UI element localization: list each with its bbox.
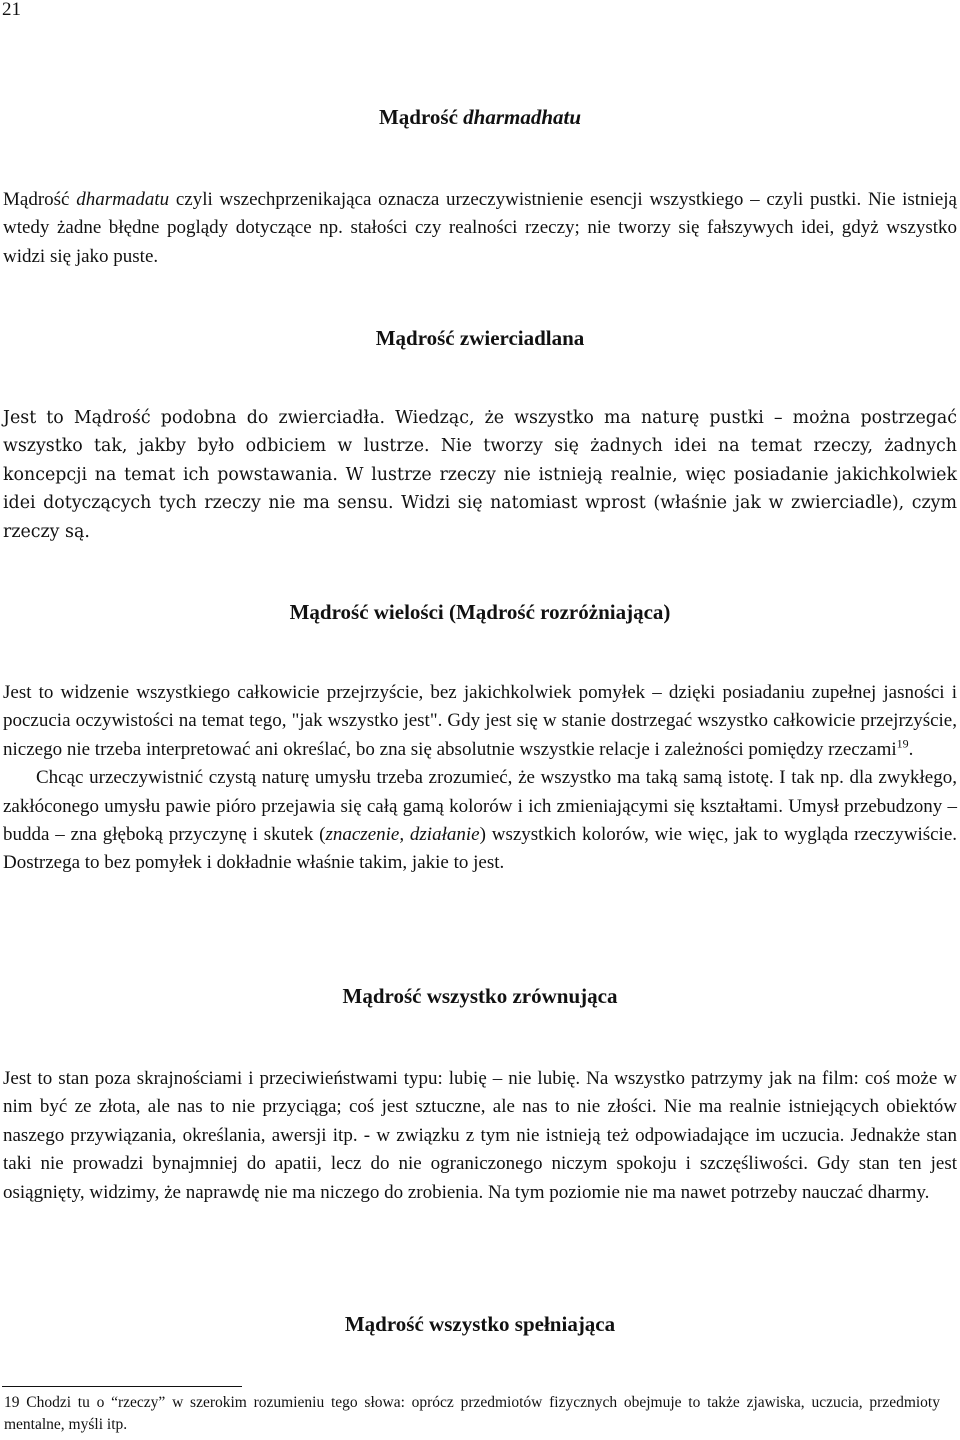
paragraph-text: Jest to widzenie wszystkiego całkowicie przejrzyście, bez jakichkolwiek pomyłek – dzięki posiadaniu zupełnej jasności i poczucia oczywistości na temat tego, "jak wszystko jest". Gdy jest się w stanie dostrzegać wszystko całkowicie przejrzyście, niczego nie trzeba interpretować ani określać, bo zna się absolutnie wszystkie relacje i zależności pomiędzy rzeczami	[3, 682, 957, 760]
paragraph-text: .	[908, 738, 914, 760]
section-heading-equalizing: Mądrość wszystko zrównująca	[342, 984, 618, 1008]
paragraph-text: ) wszystkich kolorów, wie więc, jak to wygląda rzeczywiście. Dostrzega to bez pomyłek i dokładnie właśnie takim, jakie to jest.	[3, 824, 958, 874]
section-heading-mirror: Mądrość zwierciadlana	[375, 326, 585, 350]
paragraph-dharmadhatu	[3, 186, 957, 271]
paragraph-text: czyli wszechprzenikająca oznacza urzeczywistnienie esencji wszystkiego – czyli pustki. Nie istnieją wtedy żadne błędne poglądy dotyczące np. stałości czy realności rzeczy; nie tworzy się fałszywych idei, gdyż wszystko widzi się jako puste.	[3, 189, 957, 267]
paragraph-text: Mądrość	[3, 189, 77, 210]
footnote	[4, 1392, 940, 1436]
footnote-text: Chodzi tu o “rzeczy” w szerokim rozumieniu tego słowa: oprócz przedmiotów fizycznych obejmuje to także zjawiska, uczucia, przedmioty mentalne, myśli itp.	[4, 1394, 940, 1433]
footnote-separator	[2, 1386, 242, 1387]
paragraph-multiplicity	[3, 679, 957, 878]
paragraph-italic-term: znaczenie, działanie	[325, 824, 480, 846]
footnote-number: 19	[4, 1394, 20, 1411]
paragraph-text: Jest to Mądrość podobna do zwierciadła. Wiedząc, że wszystko ma naturę pustki – można postrzegać wszystko tak, jakby było odbiciem w lustrze. Nie tworzy się żadnych idei na temat rzeczy, żadnych koncepcji na temat ich powstawania. W lustrze rzeczy nie istnieją realnie, więc posiadanie jakichkolwiek idei dotyczących tych rzeczy nie ma sensu. Widzi się natomiast wprost (właśnie jak w zwierciadle), czym rzeczy są.	[3, 408, 957, 542]
paragraph-text: Chcąc urzeczywistnić czystą naturę umysłu trzeba zrozumieć, że wszystko ma taką samą istotę. I tak np. dla zwykłego, zakłóconego umysłu pawie pióro przejawia się całą gamą kolorów i ich zmieniającymi się kształtami. Umysł przebudzony – budda – zna głęboką przyczynę i skutek (	[3, 767, 957, 846]
section-heading-accomplishing: Mądrość wszystko spełniająca	[344, 1312, 616, 1336]
paragraph-equalizing	[3, 1065, 957, 1207]
heading-plain-text: Mądrość	[378, 105, 464, 129]
paragraph-mirror	[3, 404, 957, 546]
section-heading-multiplicity: Mądrość wielości (Mądrość rozróżniająca)	[289, 600, 671, 624]
footnote-reference[interactable]: 19	[896, 736, 909, 751]
page-number: 21	[2, 0, 21, 20]
section-heading-dharmadhatu	[0, 103, 960, 131]
paragraph-text: Jest to stan poza skrajnościami i przeciwieństwami typu: lubię – nie lubię. Na wszystko patrzymy jak na film: coś może w nim być ze złota, ale nas to nie przyciąga; coś jest sztuczne, ale nas to nie złości. Nie ma realnie istniejących obiektów naszego przywiązania, określania, awersji itp. - w związku z tym nie istnieją też odpowiadające im uczucia. Jednakże stan taki nie prowadzi bynajmniej do apatii, lecz do nie ograniczonego niczym spokoju i szczęśliwości. Gdy stan ten jest osiągnięty, widzimy, że naprawdę nie ma niczego do zrobienia. Na tym poziomie nie ma nawet potrzeby nauczać dharmy.	[3, 1068, 957, 1203]
paragraph-italic-term: dharmadatu	[76, 189, 170, 210]
heading-italic-text: dharmadhatu	[463, 105, 582, 129]
